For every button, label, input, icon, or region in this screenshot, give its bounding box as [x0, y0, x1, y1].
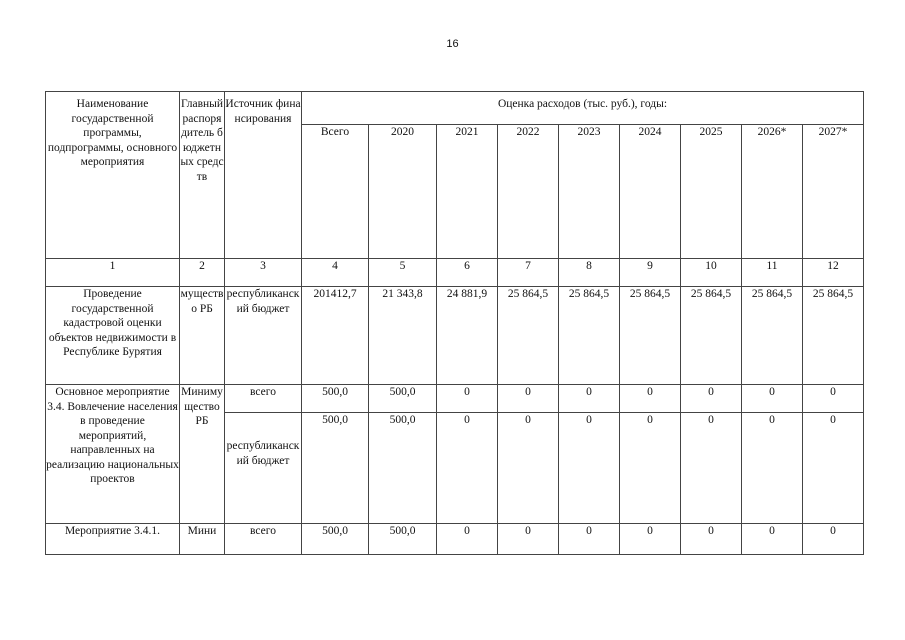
header-year: 2026*: [742, 125, 803, 259]
row-value: 500,0: [369, 385, 437, 413]
header-expenses-title: Оценка расходов (тыс. руб.), годы:: [302, 92, 864, 125]
row-value: 201412,7: [302, 287, 369, 385]
row-value: 25 864,5: [559, 287, 620, 385]
row-budget-manager: Минимущество РБ: [180, 385, 225, 524]
row-value: 0: [559, 413, 620, 524]
row-budget-manager: Мини: [180, 524, 225, 555]
table-row: [46, 287, 864, 385]
header-year: 2022: [498, 125, 559, 259]
row-value: 25 864,5: [498, 287, 559, 385]
column-number: 1: [46, 259, 180, 287]
table-row: [46, 524, 864, 555]
header-year: 2024: [620, 125, 681, 259]
row-value: 0: [498, 385, 559, 413]
column-number: 8: [559, 259, 620, 287]
row-value: 0: [437, 413, 498, 524]
column-number: 4: [302, 259, 369, 287]
header-year: 2021: [437, 125, 498, 259]
column-number: 9: [620, 259, 681, 287]
row-value: 0: [620, 413, 681, 524]
row-value: 500,0: [302, 385, 369, 413]
row-program-name: Основное мероприятие 3.4. Вовлечение населения в проведение мероприятий, направленных на реализацию национальных проектов: [46, 385, 180, 524]
row-value: 0: [559, 524, 620, 555]
row-value: 0: [498, 413, 559, 524]
row-value: 0: [498, 524, 559, 555]
row-value: 21 343,8: [369, 287, 437, 385]
row-value: 25 864,5: [742, 287, 803, 385]
column-number: 5: [369, 259, 437, 287]
budget-table: [45, 91, 864, 555]
row-value: 25 864,5: [803, 287, 864, 385]
row-program-name: Мероприятие 3.4.1.: [46, 524, 180, 555]
row-value: 0: [742, 385, 803, 413]
column-number: 12: [803, 259, 864, 287]
row-value: 0: [681, 413, 742, 524]
column-number: 10: [681, 259, 742, 287]
row-value: 0: [681, 524, 742, 555]
header-budget-manager: Главный распорядитель бюджетных средств: [180, 92, 225, 259]
row-value: 25 864,5: [681, 287, 742, 385]
row-value: 0: [803, 524, 864, 555]
header-year: 2027*: [803, 125, 864, 259]
row-value: 500,0: [369, 524, 437, 555]
row-value: 0: [803, 385, 864, 413]
header-year: 2025: [681, 125, 742, 259]
row-program-name: Проведение государственной кадастровой оценки объектов недвижимости в Республике Бурятия: [46, 287, 180, 385]
column-number: 6: [437, 259, 498, 287]
header-row: [46, 92, 864, 125]
page-number: 16: [446, 38, 459, 50]
column-number: 3: [225, 259, 302, 287]
row-value: 0: [559, 385, 620, 413]
row-funding-source: республиканский бюджет: [225, 287, 302, 385]
column-numbers-row: [46, 259, 864, 287]
row-value: 0: [620, 524, 681, 555]
row-funding-source: всего: [225, 385, 302, 413]
row-value: 0: [742, 524, 803, 555]
row-value: 500,0: [302, 524, 369, 555]
header-year: 2023: [559, 125, 620, 259]
column-number: 7: [498, 259, 559, 287]
header-program-name: Наименование государственной программы, подпрограммы, основного мероприятия: [46, 92, 180, 259]
row-value: 24 881,9: [437, 287, 498, 385]
row-value: 0: [681, 385, 742, 413]
column-number: 2: [180, 259, 225, 287]
row-funding-source: всего: [225, 524, 302, 555]
row-value: 0: [620, 385, 681, 413]
row-value: 500,0: [302, 413, 369, 524]
row-value: 500,0: [369, 413, 437, 524]
table-row: [46, 385, 864, 413]
column-number: 11: [742, 259, 803, 287]
header-funding-source: Источник финансирования: [225, 92, 302, 259]
row-value: 0: [437, 524, 498, 555]
row-value: 25 864,5: [620, 287, 681, 385]
row-value: 0: [437, 385, 498, 413]
header-year: 2020: [369, 125, 437, 259]
row-value: 0: [742, 413, 803, 524]
row-funding-source: республиканский бюджет: [225, 413, 302, 524]
header-year-total: Всего: [302, 125, 369, 259]
row-budget-manager: мущество РБ: [180, 287, 225, 385]
row-value: 0: [803, 413, 864, 524]
